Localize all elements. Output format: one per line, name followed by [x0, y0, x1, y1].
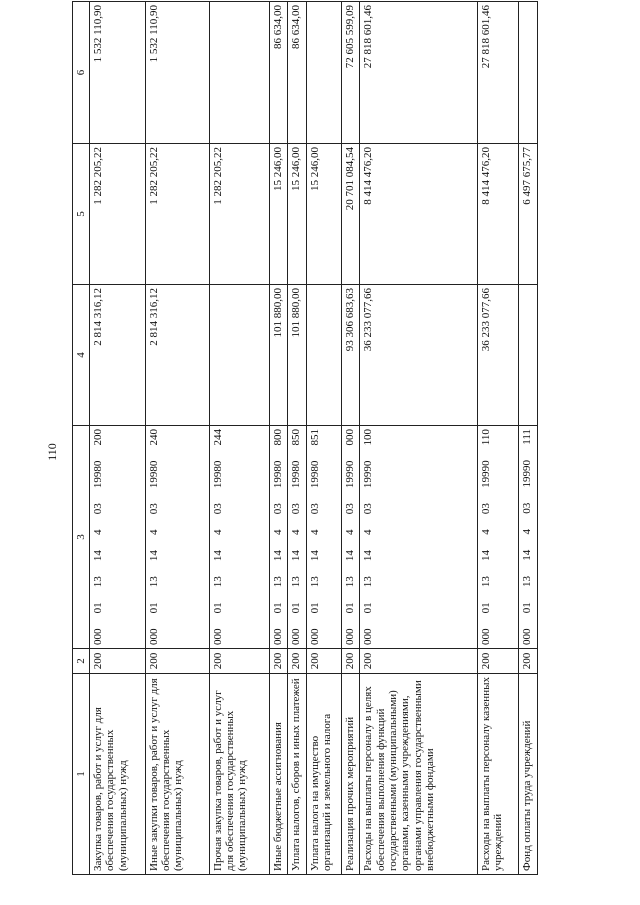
row-amount-col-4: 93 306 683,63 [341, 285, 360, 426]
budget-code-segment: 110 [480, 429, 493, 446]
row-amount-col-5: 8 414 476,20 [360, 144, 478, 285]
row-amount-col-4 [306, 285, 341, 426]
row-amount-col-6 [519, 2, 538, 144]
budget-code-segment: 03 [147, 503, 160, 515]
budget-code [212, 429, 224, 645]
row-line-code-cell: 200 [341, 649, 360, 674]
row-amount-col-6: 27 818 601,46 [478, 2, 519, 144]
budget-code [480, 429, 492, 645]
budget-code-segment: 01 [343, 602, 356, 614]
budget-code [290, 429, 302, 645]
budget-code-segment: 01 [271, 602, 284, 614]
budget-code-segment: 03 [521, 502, 534, 514]
budget-code-segment: 19980 [147, 460, 160, 489]
row-budget-code-cell [478, 426, 519, 649]
row-amount-col-5: 15 246,00 [306, 144, 341, 285]
table-header-row [73, 2, 90, 875]
row-amount-col-4: 36 233 077,66 [478, 285, 519, 426]
row-amount-col-5: 8 414 476,20 [478, 144, 519, 285]
row-amount-col-6: 72 605 599,09 [341, 2, 360, 144]
table-row [519, 2, 538, 875]
budget-code-segment: 01 [521, 602, 534, 614]
budget-code-segment: 13 [521, 576, 534, 587]
budget-code-segment: 850 [290, 429, 303, 446]
budget-code-segment: 03 [362, 503, 375, 515]
budget-code-segment: 01 [480, 602, 493, 614]
table-row [90, 2, 146, 875]
budget-code-segment: 4 [343, 529, 356, 535]
row-name-cell: Закупка товаров, работ и услуг для обеспечения государственных (муниципальных) нужд [90, 674, 146, 875]
header-col-5: 5 [73, 144, 90, 285]
budget-table [72, 1, 538, 875]
row-amount-col-4: 101 880,00 [288, 285, 307, 426]
budget-code-segment: 03 [343, 503, 356, 515]
row-amount-col-6: 1 532 110,90 [145, 2, 209, 144]
budget-code-segment: 13 [211, 576, 224, 588]
row-name-cell: Уплата налогов, сборов и иных платежей [288, 674, 307, 875]
budget-code-segment: 4 [147, 529, 160, 535]
budget-code-segment: 01 [308, 602, 321, 614]
row-name-cell: Расходы на выплаты персоналу в целях обеспечения выполнения функций государственными (муниципальными) органами, казенными учреждениями, органами управления государственными внебюджетными фондами [360, 674, 478, 875]
budget-code-segment: 4 [290, 529, 303, 535]
row-budget-code-cell [306, 426, 341, 649]
budget-code-segment: 14 [271, 550, 284, 562]
budget-code-segment: 851 [308, 429, 321, 446]
budget-code [344, 429, 356, 645]
row-amount-col-4: 101 880,00 [269, 285, 288, 426]
row-name-cell: Прочая закупка товаров, работ и услуг для обеспечения государственных (муниципальных) нужд [209, 674, 269, 875]
budget-code-segment: 4 [362, 529, 375, 535]
row-amount-col-5: 1 282 205,22 [209, 144, 269, 285]
budget-code-segment: 4 [480, 529, 493, 535]
budget-code-segment: 19990 [521, 460, 534, 488]
budget-code-segment: 14 [92, 550, 104, 562]
row-budget-code-cell [360, 426, 478, 649]
row-budget-code-cell [288, 426, 307, 649]
budget-code [309, 429, 321, 645]
row-amount-col-6: 86 634,00 [269, 2, 288, 144]
budget-code-segment: 000 [362, 628, 375, 645]
table-row [145, 2, 209, 875]
budget-code-segment: 14 [308, 550, 321, 562]
row-line-code-cell: 200 [269, 649, 288, 674]
budget-code [272, 429, 284, 645]
budget-code-segment: 240 [147, 429, 160, 446]
row-amount-col-4: 2 814 316,12 [90, 285, 146, 426]
budget-code-segment: 13 [147, 576, 160, 588]
row-budget-code-cell [145, 426, 209, 649]
row-line-code-cell: 200 [209, 649, 269, 674]
budget-code [148, 429, 160, 645]
budget-code-segment: 4 [521, 529, 534, 535]
row-line-code-cell: 200 [519, 649, 538, 674]
header-col-4: 4 [73, 285, 90, 426]
row-name-cell: Уплата налога на имущество организаций и земельного налога [306, 674, 341, 875]
budget-code-segment: 000 [271, 628, 284, 645]
budget-code-segment: 000 [343, 628, 356, 645]
row-line-code-cell: 200 [90, 649, 146, 674]
row-name-cell: Фонд оплаты труда учреждений [519, 674, 538, 875]
table-row [269, 2, 288, 875]
header-col-1: 1 [73, 674, 90, 875]
budget-code-segment: 01 [362, 602, 375, 614]
budget-code-segment: 01 [147, 602, 160, 614]
budget-code-segment: 000 [290, 628, 303, 645]
budget-code-segment: 19990 [362, 460, 375, 489]
row-budget-code-cell [341, 426, 360, 649]
budget-code-segment: 4 [92, 529, 104, 535]
row-name-cell: Расходы на выплаты персоналу казенных учреждений [478, 674, 519, 875]
row-amount-col-6 [306, 2, 341, 144]
row-budget-code-cell [519, 426, 538, 649]
row-amount-col-5: 6 497 675,77 [519, 144, 538, 285]
budget-code-segment: 000 [343, 429, 356, 446]
budget-code-segment: 200 [92, 429, 104, 446]
row-budget-code-cell [90, 426, 146, 649]
header-col-6: 6 [73, 2, 90, 144]
row-line-code-cell: 200 [360, 649, 478, 674]
row-amount-col-6 [209, 2, 269, 144]
budget-code [92, 429, 104, 645]
row-amount-col-4: 2 814 316,12 [145, 285, 209, 426]
budget-code-segment: 19980 [308, 460, 321, 489]
budget-code-segment: 000 [480, 628, 493, 645]
budget-code-segment: 03 [290, 503, 303, 515]
budget-code-segment: 14 [343, 550, 356, 562]
budget-code-segment: 13 [271, 576, 284, 588]
budget-code-segment: 14 [480, 549, 493, 561]
budget-code-segment: 19990 [480, 460, 493, 488]
row-amount-col-5: 20 701 084,54 [341, 144, 360, 285]
row-name-cell: Иные закупки товаров, работ и услуг для обеспечения государственных (муниципальных) нужд [145, 674, 209, 875]
table-row [360, 2, 478, 875]
budget-code-segment: 000 [147, 628, 160, 645]
budget-code-segment: 14 [147, 550, 160, 562]
header-col-2: 2 [73, 649, 90, 674]
table-row [478, 2, 519, 875]
row-amount-col-4: 36 233 077,66 [360, 285, 478, 426]
budget-code [521, 429, 533, 645]
budget-code-segment: 4 [211, 529, 224, 535]
row-amount-col-5: 1 282 205,22 [90, 144, 146, 285]
budget-code-segment: 01 [211, 602, 224, 614]
row-name-cell: Реализация прочих мероприятий [341, 674, 360, 875]
budget-code-segment: 000 [92, 628, 104, 645]
row-amount-col-6: 1 532 110,90 [90, 2, 146, 144]
budget-code-segment: 01 [92, 602, 104, 614]
row-line-code-cell: 200 [306, 649, 341, 674]
budget-code-segment: 19980 [271, 460, 284, 489]
budget-code-segment: 19980 [211, 460, 224, 489]
budget-code-segment: 13 [308, 576, 321, 588]
row-amount-col-5: 1 282 205,22 [145, 144, 209, 285]
row-amount-col-5: 15 246,00 [288, 144, 307, 285]
row-amount-col-4 [209, 285, 269, 426]
budget-code-segment: 19990 [343, 460, 356, 489]
budget-code-segment: 4 [308, 529, 321, 535]
budget-code-segment: 000 [211, 628, 224, 645]
budget-code-segment: 03 [480, 503, 493, 515]
budget-code-segment: 800 [271, 429, 284, 446]
budget-table-container [72, 5, 538, 875]
budget-code-segment: 13 [480, 576, 493, 588]
row-line-code-cell: 200 [145, 649, 209, 674]
budget-code-segment: 13 [92, 576, 104, 588]
budget-code-segment: 4 [271, 529, 284, 535]
table-row [209, 2, 269, 875]
row-line-code-cell: 200 [288, 649, 307, 674]
budget-code-segment: 14 [211, 550, 224, 562]
budget-code-segment: 14 [521, 549, 534, 561]
row-line-code-cell: 200 [478, 649, 519, 674]
budget-code [362, 429, 374, 645]
budget-code-segment: 100 [362, 429, 375, 446]
row-amount-col-6: 86 634,00 [288, 2, 307, 144]
budget-code-segment: 03 [308, 503, 321, 515]
row-budget-code-cell [269, 426, 288, 649]
row-amount-col-5: 15 246,00 [269, 144, 288, 285]
budget-code-segment: 111 [521, 429, 534, 445]
budget-code-segment: 13 [362, 576, 375, 588]
row-name-cell: Иные бюджетные ассигнования [269, 674, 288, 875]
budget-code-segment: 13 [343, 576, 356, 588]
budget-code-segment: 03 [92, 503, 104, 515]
budget-code-segment: 244 [211, 429, 224, 446]
row-amount-col-4 [519, 285, 538, 426]
page-number: 110 [45, 443, 59, 461]
budget-code-segment: 14 [290, 550, 303, 562]
budget-code-segment: 14 [362, 550, 375, 562]
budget-code-segment: 13 [290, 576, 303, 588]
header-col-3: 3 [73, 426, 90, 649]
budget-code-segment: 01 [290, 602, 303, 614]
row-budget-code-cell [209, 426, 269, 649]
budget-code-segment: 000 [308, 628, 321, 645]
row-amount-col-6: 27 818 601,46 [360, 2, 478, 144]
budget-code-segment: 03 [271, 503, 284, 515]
budget-code-segment: 19980 [290, 460, 303, 489]
budget-code-segment: 03 [211, 503, 224, 515]
budget-code-segment: 000 [521, 628, 534, 645]
table-row [341, 2, 360, 875]
budget-code-segment: 19980 [92, 460, 104, 489]
table-row [288, 2, 307, 875]
table-row [306, 2, 341, 875]
